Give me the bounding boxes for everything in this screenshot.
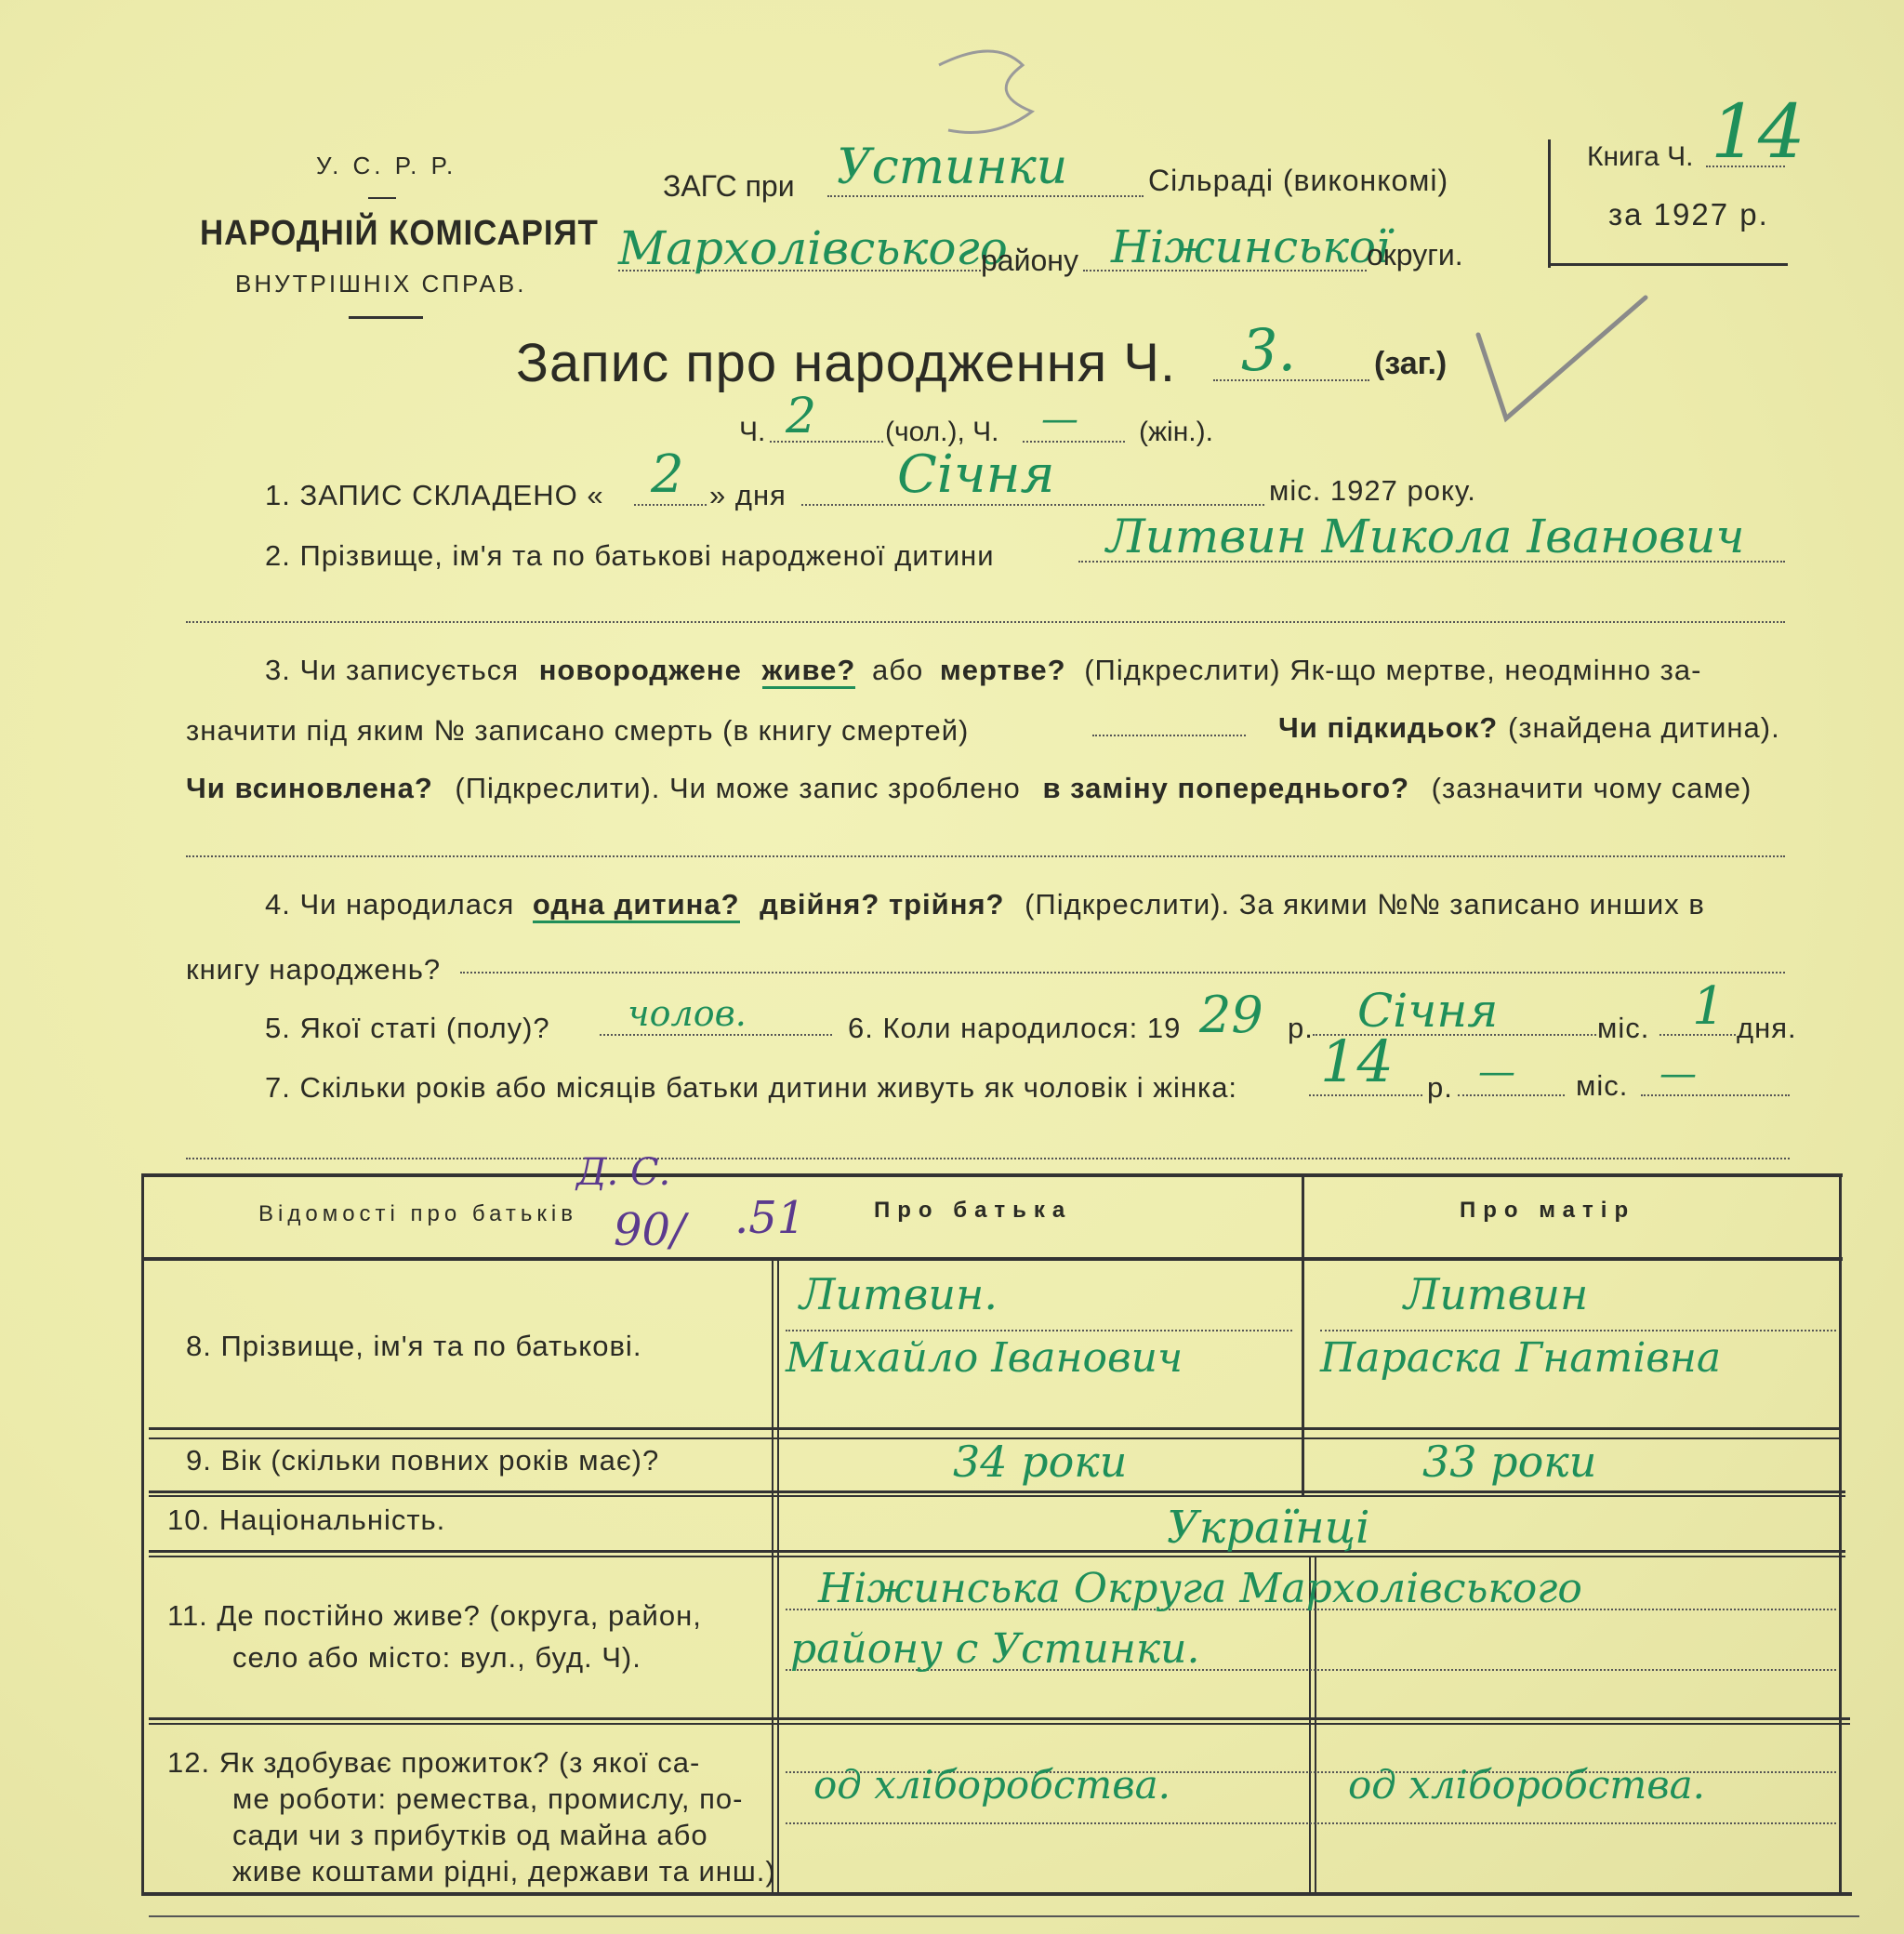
dotted-line: [786, 1330, 1292, 1331]
table-left-border: [141, 1173, 144, 1895]
item4-d: (Підкреслити). За якими №№ записано инших в: [1025, 888, 1705, 921]
archive-note-a: Д. С.: [576, 1151, 671, 1194]
row11-label-line1: 11. Де постійно живе? (округа, район,: [167, 1599, 702, 1632]
item6-mis: міс.: [1597, 1012, 1650, 1044]
item3-dead: мертве?: [939, 654, 1066, 686]
book-label: Книга Ч.: [1587, 141, 1694, 172]
document-title: Запис про народження Ч.: [516, 333, 1177, 393]
sex-handwritten: чолов.: [628, 993, 747, 1034]
okrug-label: округи.: [1367, 238, 1463, 272]
dotted-line: [460, 972, 1785, 974]
book-box-left: [1548, 139, 1551, 268]
mother-age-handwritten: 33 роки: [1422, 1437, 1597, 1487]
table-header-father: Про батька: [874, 1198, 1073, 1223]
item3-line1: [265, 654, 1701, 687]
item7-label: 7. Скільки років або місяців батьки дитини живуть як чоловік і жінка:: [265, 1071, 1238, 1104]
birth-month-handwritten: Січня: [1357, 984, 1499, 1038]
table-header-bottom: [141, 1257, 1843, 1261]
item1-month-handwritten: Січня: [897, 444, 1055, 505]
zags-place-handwritten: Устинки: [837, 139, 1068, 195]
table-header-parents: Відомості про батьків: [258, 1201, 577, 1226]
item3-newborn: новороджене: [538, 654, 742, 686]
district-label: району: [981, 244, 1078, 277]
item3-alive-underlined: живе?: [762, 654, 856, 689]
item4-line1: [265, 888, 1705, 921]
item3-line3d: (зазначити чому саме): [1431, 772, 1752, 804]
row11-label-line2: село або місто: вул., буд. Ч).: [232, 1641, 641, 1674]
okrug-handwritten: Ніжинської: [1111, 221, 1391, 273]
dotted-line: [186, 621, 1785, 623]
zags-prefix: ЗАГС при: [663, 169, 795, 203]
item3-a: 3. Чи записується: [265, 654, 520, 686]
item1-mid: » дня: [709, 479, 787, 511]
item3-line3: [186, 772, 1752, 805]
archive-note-c: .51: [734, 1192, 806, 1244]
ministry-subtitle: ВНУТРІШНІХ СПРАВ.: [235, 270, 527, 298]
page-bottom-edge: [149, 1915, 1859, 1917]
dotted-line: [600, 1034, 832, 1036]
item4-line2: книгу народжень?: [186, 953, 442, 986]
dotted-line: [186, 1158, 1790, 1159]
item2-label: 2. Прізвище, ім'я та по батькові народженої дитини: [265, 539, 995, 572]
father-name-handwritten: Михайло Іванович: [786, 1334, 1183, 1382]
district-handwritten: Мархолівського: [618, 221, 1008, 275]
years-married-handwritten: 14: [1320, 1027, 1394, 1095]
row9-label: 9. Вік (скільки повних років має)?: [186, 1444, 660, 1477]
book-number-handwritten: 14: [1711, 88, 1805, 175]
item6-r: р.: [1288, 1012, 1314, 1044]
item3-foundling: Чи підкидьок?: [1278, 711, 1499, 744]
item7-tail-handwritten: —: [1659, 1053, 1697, 1095]
dotted-line: [1023, 441, 1125, 443]
dotted-line: [827, 195, 1144, 197]
table-col-divider: [772, 1257, 774, 1894]
pencil-scribble: [920, 37, 1069, 139]
item3-or: або: [872, 654, 924, 686]
item5-label: 5. Якої статі (полу)?: [265, 1012, 550, 1044]
table-bottom-border: [141, 1892, 1852, 1896]
item3-f: (Підкреслити) Як-що мертве, неодмінно за-: [1084, 654, 1702, 686]
row12-label-line4: живе коштами рідні, держави та инш.): [232, 1855, 776, 1888]
item7-r: р.: [1427, 1071, 1453, 1104]
book-box-bottom: [1548, 263, 1788, 266]
sub-ch-label: Ч.: [739, 417, 766, 447]
table-col-divider: [1302, 1173, 1304, 1495]
mother-surname-handwritten: Литвин: [1404, 1269, 1589, 1319]
father-occupation-handwritten: од хліборобства.: [813, 1762, 1171, 1808]
record-number-handwritten: 3.: [1241, 316, 1297, 384]
male-count-handwritten: 2: [786, 389, 817, 444]
row8-label: 8. Прізвище, ім'я та по батькові.: [186, 1330, 642, 1362]
female-count-handwritten: —: [1041, 398, 1078, 441]
republic-label: У. С. Р. Р.: [316, 152, 457, 179]
item3-adopted: Чи всиновлена?: [186, 772, 433, 804]
table-row-divider: [149, 1490, 1845, 1493]
divider: [368, 197, 396, 199]
zags-suffix: Сільраді (виконкомі): [1148, 164, 1449, 197]
item1-prefix: 1. ЗАПИС СКЛАДЕНО «: [265, 479, 604, 511]
book-year: за 1927 р.: [1608, 197, 1769, 232]
female-label: (жін.).: [1139, 417, 1213, 447]
father-age-handwritten: 34 роки: [953, 1437, 1128, 1487]
divider: [349, 316, 423, 319]
nationality-handwritten: Українці: [1167, 1502, 1370, 1554]
archive-note-b: 90/: [614, 1204, 686, 1256]
months-married-handwritten: —: [1478, 1051, 1515, 1093]
table-row-divider: [149, 1495, 1845, 1497]
item3-replacement: в заміну попереднього?: [1042, 772, 1410, 804]
table-header-mother: Про матір: [1460, 1198, 1636, 1223]
table-right-border: [1839, 1173, 1842, 1895]
dotted-line: [1458, 1094, 1565, 1096]
item3-line2c: (знайдена дитина).: [1508, 711, 1780, 744]
residence-line1-handwritten: Ніжинська Округа Мархолівського: [818, 1565, 1582, 1612]
item4-single-underlined: одна дитина?: [533, 888, 740, 923]
table-row-divider: [149, 1550, 1845, 1553]
item4-a: 4. Чи народилася: [265, 888, 515, 921]
item1-suffix: міс. 1927 року.: [1269, 474, 1476, 507]
mother-name-handwritten: Параска Гнатівна: [1320, 1334, 1722, 1382]
row12-label-line2: ме роботи: ремества, промислу, по-: [232, 1782, 744, 1815]
dotted-line: [1320, 1330, 1836, 1331]
item6-dnya: дня.: [1737, 1012, 1797, 1044]
row10-label: 10. Національність.: [167, 1503, 446, 1536]
table-row-divider: [149, 1427, 1841, 1430]
table-col-divider: [777, 1257, 779, 1894]
item6-label: 6. Коли народилося: 19: [848, 1012, 1182, 1044]
residence-line2-handwritten: району с Устинки.: [790, 1625, 1200, 1673]
item4-twins-triplets: двійня? трійня?: [760, 888, 1005, 921]
table-row-divider: [149, 1717, 1850, 1720]
item1-day-handwritten: 2: [651, 444, 684, 505]
table-row-divider: [149, 1723, 1850, 1725]
table-top-border: [141, 1173, 1843, 1177]
item3-line2a: значити під яким № записано смерть (в книгу смертей): [186, 714, 970, 747]
mother-occupation-handwritten: од хліборобства.: [1348, 1762, 1706, 1808]
title-suffix: (заг.): [1374, 346, 1448, 381]
pencil-check-mark: [1469, 279, 1655, 446]
item3-line3b: (Підкреслити). Чи може запис зроблено: [455, 772, 1021, 804]
male-label: (чол.), Ч.: [885, 417, 999, 447]
dotted-line: [786, 1822, 1836, 1824]
row12-label-line1: 12. Як здобуває прожиток? (з якої са-: [167, 1746, 701, 1779]
birth-year-handwritten: 29: [1199, 986, 1263, 1044]
row12-label-line3: сади чи з прибутків од майна або: [232, 1819, 708, 1851]
birth-day-handwritten: 1: [1692, 976, 1726, 1037]
dotted-line: [1092, 735, 1246, 736]
item7-mis: міс.: [1576, 1069, 1629, 1102]
ministry-title: НАРОДНІЙ КОМІСАРІЯТ: [200, 214, 599, 253]
table-row-divider: [149, 1556, 1845, 1557]
child-name-handwritten: Литвин Микола Іванович: [1106, 510, 1745, 563]
father-surname-handwritten: Литвин.: [800, 1269, 998, 1319]
dotted-line: [186, 855, 1785, 857]
